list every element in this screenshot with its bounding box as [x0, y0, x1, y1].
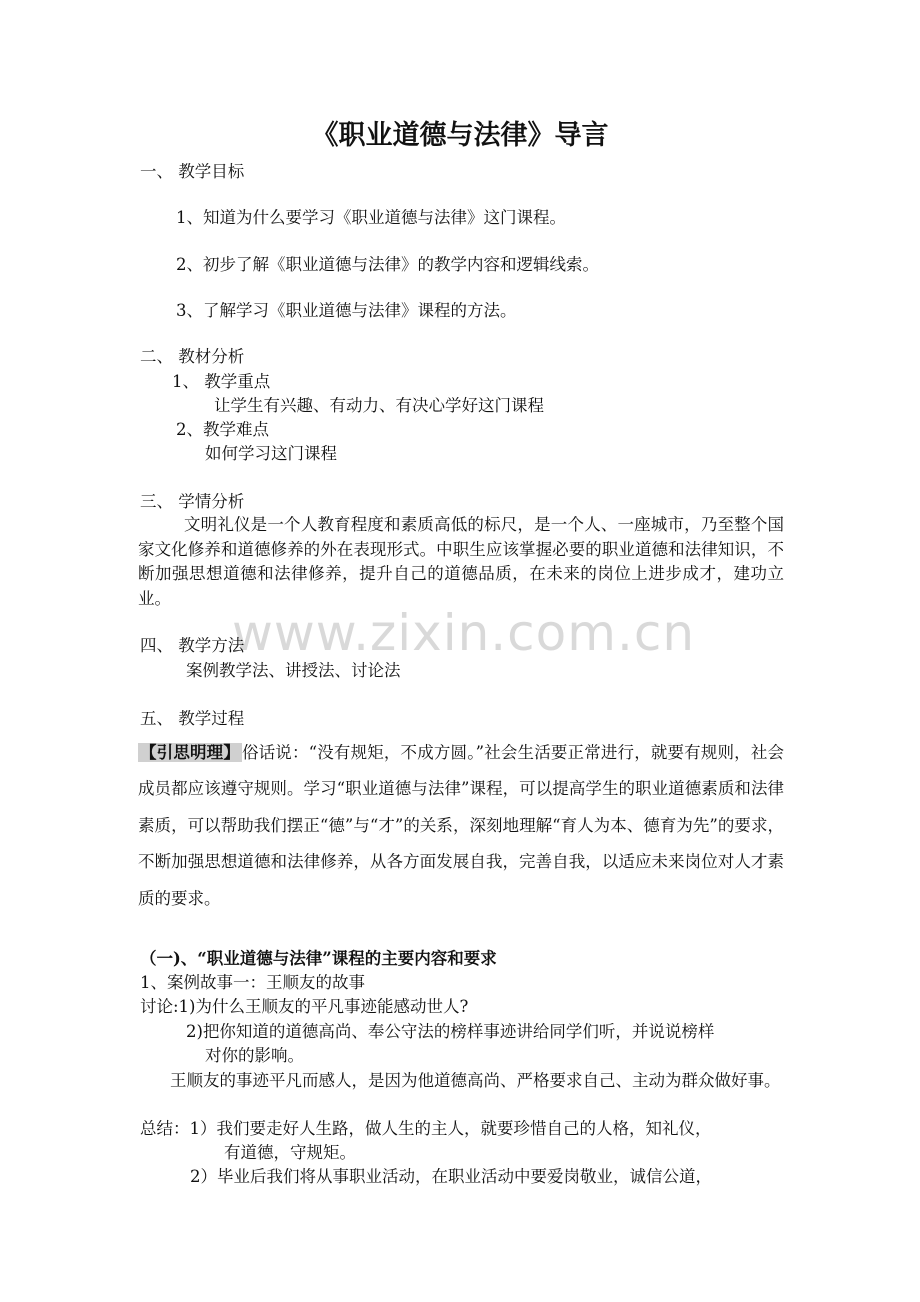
explanation-paragraph: 王顺友的事迹平凡而感人，是因为他道德高尚、严格要求自己、主动为群众做好事。 [170, 1071, 781, 1090]
case-story-heading: 1、案例故事一：王顺友的故事 [140, 973, 365, 992]
section-heading-objectives: 一、 教学目标 [140, 162, 245, 181]
summary-item: 总结：1）我们要走好人生路，做人生的主人，就要珍惜自己的人格，知礼仪， [140, 1119, 712, 1138]
summary-item-cont: 有道德，守规矩。 [224, 1143, 356, 1162]
summary-item: 2）毕业后我们将从事职业活动，在职业活动中要爱岗敬业，诚信公道， [190, 1167, 712, 1186]
methods-text: 案例教学法、讲授法、讨论法 [186, 661, 401, 680]
discussion-question: 讨论:1)为什么王顺友的平凡事迹能感动世人? [140, 997, 469, 1016]
process-text: 俗话说：“没有规矩，不成方圆。”社会生活要正常进行，就要有规则，社会成员都应该遵守规则。学习“职业道德与法律”课程，可以提高学生的职业道德素质和法律素质，可以帮助我们摆正“德”与“才”的关系，深刻地理解“育人为本、德育为先”的要求，不断加强思想道德和法律修养，从各方面发展自我，完善自我，以适应未来岗位对人才素质的要求。 [138, 743, 784, 908]
watermark: www.zixin.com.cn [232, 604, 696, 662]
objective-item: 1、知道为什么要学习《职业道德与法律》这门课程。 [176, 208, 566, 227]
section-heading-process: 五、 教学过程 [140, 709, 245, 728]
objective-item: 3、了解学习《职业道德与法律》课程的方法。 [176, 301, 517, 320]
students-paragraph: 文明礼仪是一个人教育程度和素质高低的标尺，是一个人、一座城市，乃至整个国家文化修养和道德修养的外在表现形式。中职生应该掌握必要的职业道德和法律知识，不断加强思想道德和法律修养，提升自己的道德品质，在未来的岗位上进步成才，建功立业。 [138, 515, 784, 608]
section-heading-material: 二、 教材分析 [140, 347, 245, 366]
difficulty-label: 2、教学难点 [176, 420, 269, 439]
document-title: 《职业道德与法律》导言 [311, 120, 609, 151]
discussion-question: 2)把你知道的道德高尚、奉公守法的榜样事迹讲给同学们听，并说说榜样 [186, 1022, 715, 1041]
section-heading-students: 三、 学情分析 [140, 492, 245, 511]
difficulty-text: 如何学习这门课程 [205, 444, 337, 463]
key-point-label: 1、 教学重点 [172, 372, 271, 391]
objective-item: 2、初步了解《职业道德与法律》的教学内容和逻辑线索。 [176, 255, 599, 274]
subsection-heading: （一)、“职业道德与法律”课程的主要内容和要求 [140, 949, 497, 968]
process-paragraph [138, 735, 784, 917]
key-point-text: 让学生有兴趣、有动力、有决心学好这门课程 [214, 396, 544, 415]
tag-highlight: 【引思明理】 [140, 743, 240, 762]
discussion-question-cont: 对你的影响。 [205, 1046, 304, 1065]
section-heading-methods: 四、 教学方法 [140, 636, 245, 655]
